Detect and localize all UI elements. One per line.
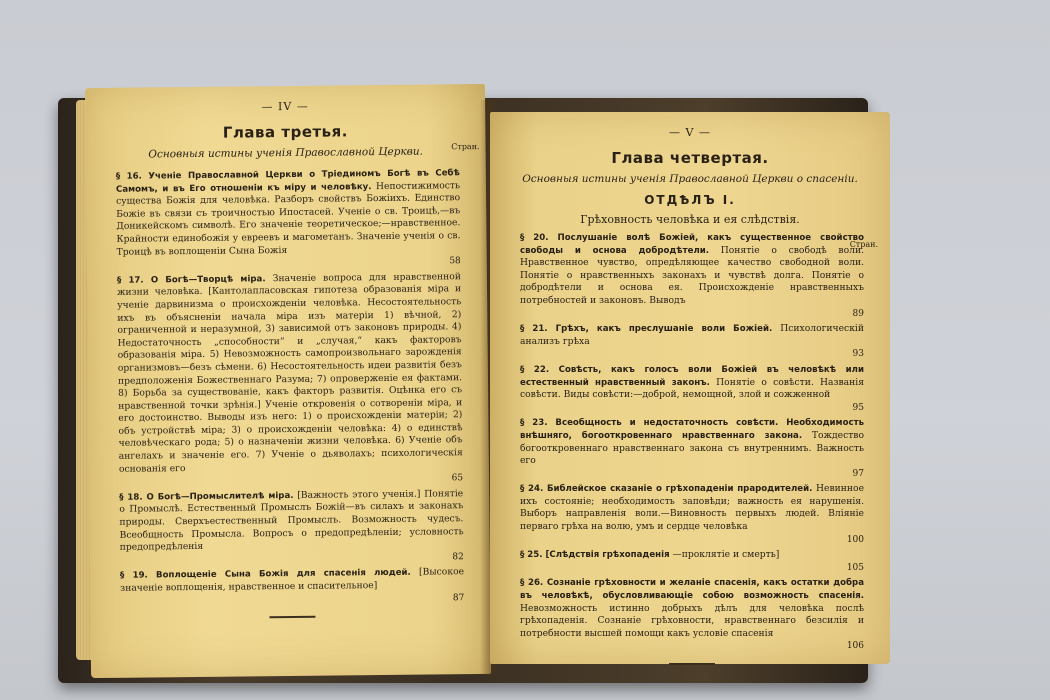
toc-section-17	[117, 271, 463, 489]
toc-section-20	[520, 232, 864, 320]
section-text: Понятіе о свободѣ воли. Нравственное чувство, опредѣляющее качество свободной воли. Понятіе о нравственныхъ законахъ и чувствѣ долга. Понятіе о добродѣтели и основа ея. Происхожденіе нравственныхъ потребностей и законовъ. Выводъ	[520, 244, 864, 306]
page-ref: 65	[451, 473, 464, 484]
toc-section-16	[116, 167, 461, 271]
toc-section-25	[520, 549, 864, 574]
section-heading: § 21. Грѣхъ, какъ преслушаніе воли Божіей.	[520, 324, 773, 335]
page-ref: 87	[452, 592, 465, 603]
page-ref: 58	[449, 256, 461, 267]
section-text: Психологическій анализъ грѣха	[520, 323, 864, 347]
section-heading: § 25. [Слѣдствія грѣхопаденія	[520, 550, 670, 561]
toc-section-26	[520, 577, 864, 653]
chapter-title: Глава четвертая.	[611, 149, 769, 167]
section-text: Невозможность истинно добрыхъ дѣлъ для человѣка послѣ грѣхопаденія. Сознаніе грѣховности, нравственнаго безсилія и потребности высшей помощи какъ условіе спасенія	[520, 602, 864, 639]
toc-section-21	[520, 323, 864, 361]
divider-rule	[269, 616, 315, 618]
section-heading: § 22. Совѣсть, какъ голосъ воли Божіей въ человѣкѣ или естественный нравственный законъ.	[520, 364, 864, 388]
left-page	[85, 84, 491, 678]
right-page	[490, 112, 890, 664]
chapter-subtitle: Основныя истины ученія Православной Церкви.	[148, 145, 423, 161]
page-ref: 100	[846, 534, 864, 545]
section-heading: § 19. Воплощеніе Сына Божія для спасенія людей.	[119, 568, 411, 582]
page-ref: 105	[846, 562, 864, 573]
section-text: Значеніе вопроса для нравственной жизни человѣка. [Кантолапласовская гипотеза образованія міра и ученіе дарвинизма о происхожденіи человѣка. Несостоятельность ихъ въ объясненіи начала міра изъ матеріи 1) вѣчной, 2) ограниченной и неразумной, 3) зависимой отъ законовъ природы. 4) Недостаточность „способности“ и „случая,“ какъ факторовъ образованія міра. 5) Невозможность самопроизвольнаго зарожденія организмовъ—безъ сѣмени. 6) Несостоятельность идеи развитія безъ предположенія Божественнаго Разума; 7) опроверженіе ея фактами. 8) Борьба за существованіе, какъ факторъ развитія. Оцѣнка его съ нравственной точки зрѣнія.] Ученіе откровенія о сотвореніи міра, и его достоинство. Выводы изъ него: 1) о происхожденіи матеріи; 2) объ устройствѣ міра; 3) о происхожденіи человѣка: 4) о единствѣ человѣческаго рода; 5) о назначеніи жизни человѣка. 6) Ученіе объ ангелахъ и значеніе его. 7) Ученіе о дьяволахъ; психологическія основанія его	[117, 270, 463, 475]
divider-rule	[669, 663, 715, 665]
page-number: — IV —	[261, 99, 309, 114]
section-text: —проклятіе и смерть]	[672, 549, 780, 561]
toc-section-18	[119, 488, 464, 567]
section-text: Невинное ихъ состояніе; необходимость заповѣди; важность ея нарушенія. Выборъ направленія воли.—Виновность первыхъ людей. Вліяніе перваго грѣха на волю, умъ и сердце человѣка	[520, 483, 865, 533]
section-heading: § 26. Сознаніе грѣховности и желаніе спасенія, какъ остатки добра въ человѣкѣ, обусловливающіе собою возможность спасенія.	[520, 578, 864, 602]
page-ref: 106	[846, 641, 864, 652]
toc-section-24	[520, 483, 864, 546]
page-ref: 89	[852, 308, 864, 319]
section-heading: § 17. О Богѣ—Творцѣ міра.	[116, 273, 266, 286]
section-text: [Важность этого ученія.] Понятіе о Промыслѣ. Естественный Промыслъ Божій—въ силахъ и законахъ природы. Сверхъестественный Промыслъ. Возможность чудесъ. Всеобщность Промысла. Вопросъ о предопредѣленіи; условность предопредѣленія	[119, 488, 464, 553]
page-number: — V —	[669, 126, 711, 139]
section-heading: § 23. Всеобщность и недостаточность совѣсти. Необходимость внѣшняго, богооткровеннаго нравственнаго закона.	[520, 418, 864, 441]
page-column-label: Стран.	[849, 240, 878, 249]
section-text: Тождество богооткровеннаго нравственнаго закона съ внутреннимъ. Важность его	[520, 429, 865, 467]
division-title: Грѣховность человѣка и ея слѣдствія.	[580, 213, 800, 226]
page-ref: 97	[852, 468, 864, 479]
section-heading: § 20. Послушаніе волѣ Божіей, какъ существенное свойство свободы и основа добродѣтели.	[520, 233, 864, 256]
section-text: [Высокое значеніе воплощенія, нравственное и спасительное]	[120, 566, 465, 594]
division-label: ОТДѢЛЪ I.	[644, 193, 736, 207]
toc-section-19	[120, 567, 464, 608]
chapter-title: Глава третья.	[222, 122, 349, 142]
toc-section-22	[520, 364, 864, 414]
section-heading: § 18. О Богѣ—Промыслителѣ міра.	[119, 490, 294, 503]
page-ref: 93	[852, 349, 864, 360]
page-column-label: Стран.	[451, 141, 480, 152]
section-heading: § 16. Ученіе Православной Церкви о Тріединомъ Богѣ въ Себѣ Самомъ, и въ Его отношеніи къ міру и человѣку.	[115, 168, 460, 195]
page-ref: 82	[452, 551, 464, 563]
section-heading: § 24. Библейское сказаніе о грѣхопаденіи прародителей.	[520, 484, 813, 495]
page-ref: 95	[852, 402, 864, 413]
section-text: Понятіе о совѣсти. Названія совѣсти. Виды совѣсти:—доброй, немощной, злой и сожженной	[520, 376, 865, 401]
chapter-subtitle: Основныя истины ученія Православной Церкви о спасеніи.	[522, 173, 858, 185]
toc-section-23	[520, 417, 864, 480]
section-text: Непостижимость существа Божія для человѣка. Разборъ свойствъ Божіихъ. Единство Божіе въ связи съ троичностью Ипостасей. Ученіе о св. Троицѣ,—въ Доникейскомъ символѣ. Его значеніе теоретическое;—нравственное. Крайности единобожія у евреевъ и магометанъ. Значеніе ученія о св. Троицѣ въ воплощеніи Сына Божія	[116, 179, 461, 258]
